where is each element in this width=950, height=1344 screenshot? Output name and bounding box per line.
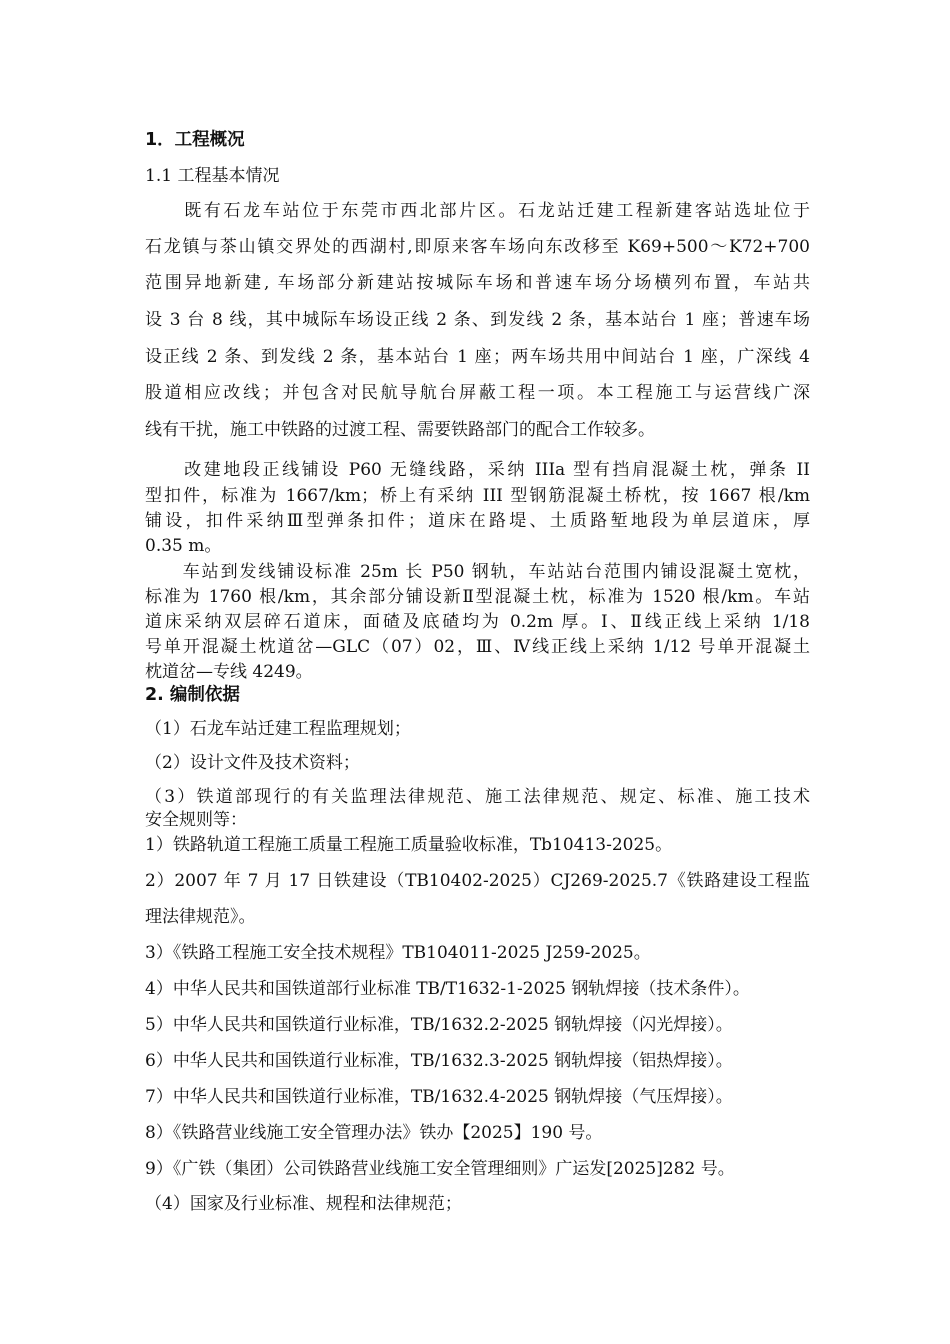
paragraph-line: 设 3 台 8 线，其中城际车场设正线 2 条、到发线 2 条，基本站台 1 座；普速车场 xyxy=(145,310,810,330)
sub-list-item: 1）铁路轨道工程施工质量工程施工质量验收标准，Tb10413-2025。 xyxy=(145,835,673,855)
list-item: （2）设计文件及技术资料； xyxy=(145,753,360,773)
paragraph-line: 改建地段正线铺设 P60 无缝线路，采纳 IIIa 型有挡肩混凝土枕，弹条 II xyxy=(145,460,810,480)
sub-list-item: 6）中华人民共和国铁道行业标准，TB/1632.3-2025 钢轨焊接（铝热焊接）。 xyxy=(145,1051,733,1071)
paragraph-line: 线有干扰，施工中铁路的过渡工程、需要铁路部门的配合工作较多。 xyxy=(145,420,655,440)
paragraph-line: 枕道岔—专线 4249。 xyxy=(145,662,313,682)
paragraph-line: 石龙镇与茶山镇交界处的西湖村,即原来客车场向东改移至 K69+500～K72+700 xyxy=(145,237,810,257)
sub-list-item: 2）2007 年 7 月 17 日铁建设（TB10402-2025）CJ269-2025.7《铁路建设工程监 xyxy=(145,871,810,891)
paragraph-line: 既有石龙车站位于东莞市西北部片区。石龙站迁建工程新建客站选址位于 xyxy=(145,201,810,221)
sub-list-item: 8）《铁路营业线施工安全管理办法》铁办【2025】190 号。 xyxy=(145,1123,603,1143)
sub-list-item: 3）《铁路工程施工安全技术规程》TB104011-2025 J259-2025。 xyxy=(145,943,651,963)
paragraph-line: 股道相应改线；并包含对民航导航台屏蔽工程一项。本工程施工与运营线广深 xyxy=(145,383,810,403)
list-item: （1）石龙车站迁建工程监理规划； xyxy=(145,719,411,739)
list-item-continuation: 安全规则等： xyxy=(145,810,247,830)
list-item: （3）铁道部现行的有关监理法律规范、施工法律规范、规定、标准、施工技术 xyxy=(145,787,810,807)
paragraph-line: 型扣件，标准为 1667/km；桥上有采纳 III 型钢筋混凝土桥枕，按 1667 根/km xyxy=(145,486,810,506)
sub-list-item: 4）中华人民共和国铁道部行业标准 TB/T1632-1-2025 钢轨焊接（技术条件）。 xyxy=(145,979,750,999)
section-heading-basis: 2. 编制依据 xyxy=(145,685,240,705)
paragraph-line: 标准为 1760 根/km，其余部分铺设新Ⅱ型混凝土枕，标准为 1520 根/km。车站 xyxy=(145,587,810,607)
paragraph-line: 道床采纳双层碎石道床，面碴及底碴均为 0.2m 厚。Ⅰ、Ⅱ线正线上采纳 1/18 xyxy=(145,612,810,632)
list-item: （4）国家及行业标准、规程和法律规范； xyxy=(145,1194,462,1214)
paragraph-line: 车站到发线铺设标准 25m 长 P50 钢轨，车站站台范围内铺设混凝土宽枕， xyxy=(145,562,810,582)
sub-heading-basic-info: 1.1 工程基本情况 xyxy=(145,166,280,186)
paragraph-line: 铺设，扣件采纳Ⅲ型弹条扣件；道床在路堤、土质路堑地段为单层道床，厚 xyxy=(145,511,810,531)
sub-list-item: 5）中华人民共和国铁道行业标准，TB/1632.2-2025 钢轨焊接（闪光焊接）。 xyxy=(145,1015,733,1035)
paragraph-line: 号单开混凝土枕道岔—GLC（07）02，Ⅲ、Ⅳ线正线上采纳 1/12 号单开混凝土 xyxy=(145,637,810,657)
paragraph-line: 范围异地新建, 车场部分新建站按城际车场和普速车场分场横列布置，车站共 xyxy=(145,273,810,293)
paragraph-line: 0.35 m。 xyxy=(145,536,222,556)
paragraph-line: 设正线 2 条、到发线 2 条，基本站台 1 座；两车场共用中间站台 1 座，广深线 4 xyxy=(145,347,810,367)
sub-list-item-continuation: 理法律规范》。 xyxy=(145,907,256,927)
sub-list-item: 9）《广铁（集团）公司铁路营业线施工安全管理细则》广运发[2025]282 号。 xyxy=(145,1159,735,1179)
section-heading-overview: 1．工程概况 xyxy=(145,130,245,150)
sub-list-item: 7）中华人民共和国铁道行业标准，TB/1632.4-2025 钢轨焊接（气压焊接）。 xyxy=(145,1087,733,1107)
